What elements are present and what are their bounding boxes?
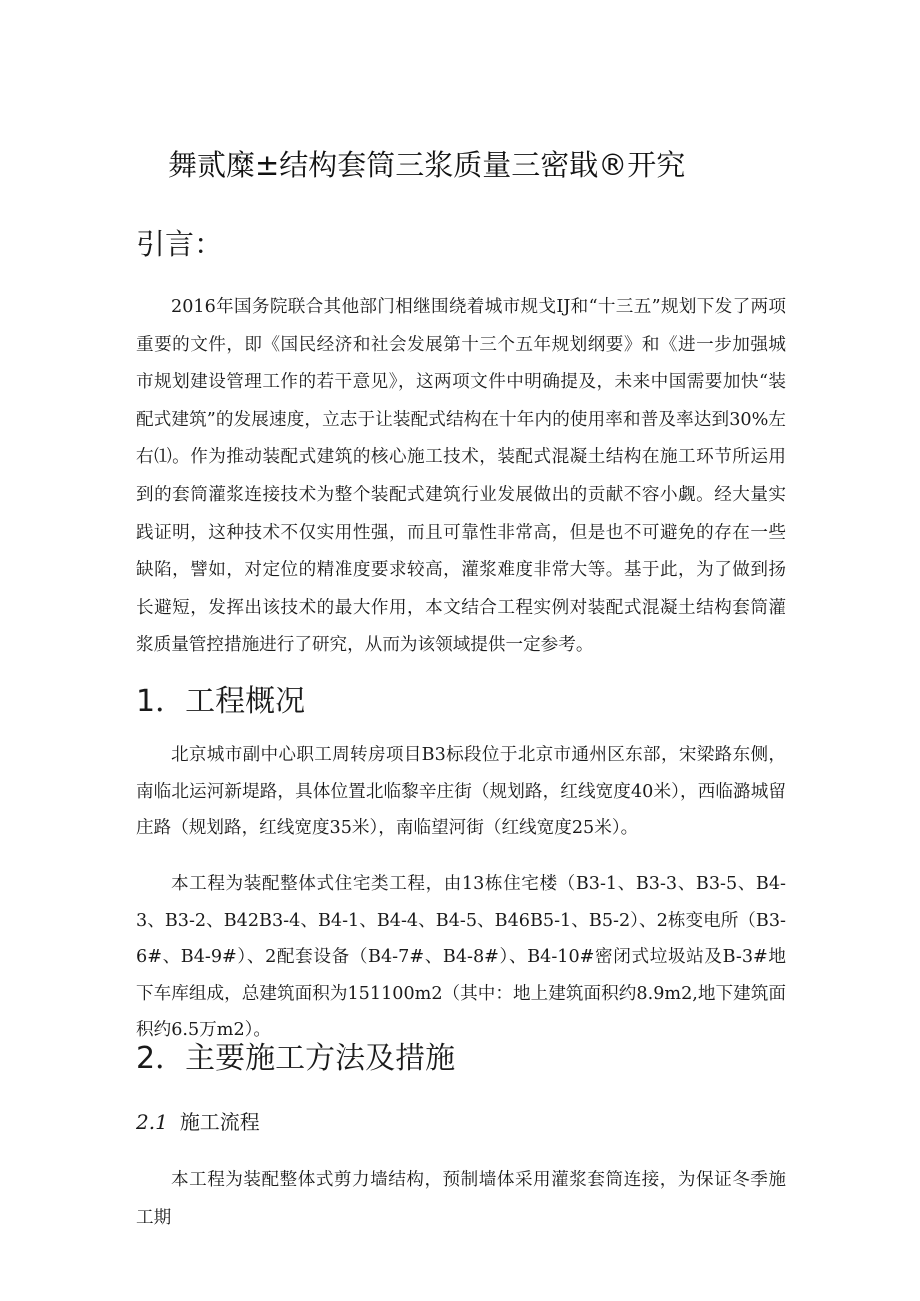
section-2-heading: 2．主要施工方法及措施 xyxy=(136,1041,456,1076)
intro-paragraph: 2016年国务院联合其他部门相继围绕着城市规戈IJ和“十三五”规划下发了两项重要的文件，即《国民经济和社会发展第十三个五年规划纲要》和《进一步加强城市规划建设管理工作的若干意见》，这两项文件中明确提及，未来中国需要加快“装配式建筑”的发展速度，立志于让装配式结构在十年内的使用率和普及率达到30%左右⑴。作为推动装配式建筑的核心施工技术，装配式混凝土结构在施工环节所运用到的套筒灌浆连接技术为整个装配式建筑行业发展做出的贡献不容小觑。经大量实践证明，这种技术不仅实用性强，而且可靠性非常高，但是也不可避免的存在一些缺陷，譬如，对定位的精准度要求较高，灌浆难度非常大等。基于此，为了做到扬长避短，发挥出该技术的最大作用，本文结合工程实例对装配式混凝土结构套筒灌浆质量管控措施进行了研究，从而为该领域提供一定参考。 xyxy=(136,297,786,656)
section-2-1-number: 2.1 xyxy=(136,1110,168,1134)
section-1-paragraph-2: 本工程为装配整体式住宅类工程，由13栋住宅楼（B3-1、B3-3、B3-5、B4-3、B3-2、B42B3-4、B4-1、B4-4、B4-5、B46B5-1、B5-2）、2栋变电所（B3-6#、B4-9#）、2配套设备（B4-7#、B4-8#）、B4-10#密闭式垃圾站及B-3#地下车库组成，总建筑面积为151100m2（其中：地上建筑面积约8.9m2,地下建筑面积约6.5万m2）。 xyxy=(136,874,786,1040)
section-2-1-title: 施工流程 xyxy=(179,1110,260,1134)
section-1-paragraph-1: 北京城市副中心职工周转房项目B3标段位于北京市通州区东部，宋梁路东侧，南临北运河新堤路，具体位置北临黎辛庄街（规划路，红线宽度40米），西临潞城留庄路（规划路，红线宽度35米），南临望河街（红线宽度25米）。 xyxy=(136,745,786,838)
document-title: 舞贰糜±结构套筒三浆质量三密戢®开究 xyxy=(168,148,686,182)
intro-heading: 引言： xyxy=(136,227,224,261)
section-2-1-heading xyxy=(136,1106,260,1135)
section-1-heading: 1．工程概况 xyxy=(136,684,306,719)
section-2-1-paragraph: 本工程为装配整体式剪力墙结构，预制墙体采用灌浆套筒连接，为保证冬季施工期 xyxy=(136,1170,786,1228)
